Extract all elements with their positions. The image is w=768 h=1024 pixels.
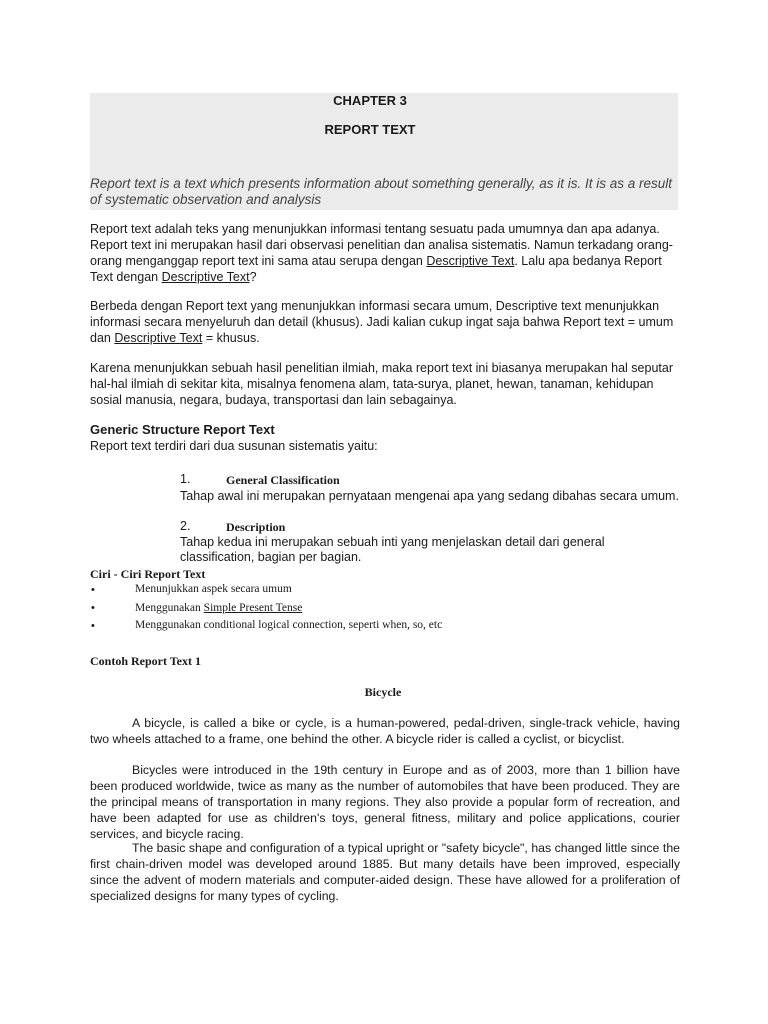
example-paragraph-1: A bicycle, is called a bike or cycle, is a human-powered, pedal-driven, single-track vehicle, having two wheels attached to a frame, one behind the other. A bicycle rider is called a cyclist, or bicyclist. (90, 716, 680, 746)
paragraph-1-text-b: . Lalu apa bedanya Report Text dengan (90, 254, 662, 284)
bullet-icon: • (91, 620, 95, 632)
list-title-general-classification: General Classification (226, 473, 340, 487)
ciri-item-2-text: Menggunakan (135, 602, 204, 614)
paragraph-1-text-c: ? (249, 270, 257, 284)
structure-heading: Generic Structure Report Text (90, 422, 275, 437)
ciri-item-2 (135, 602, 302, 614)
chapter-title: REPORT TEXT (324, 122, 416, 137)
list-number-1: 1. (180, 472, 191, 486)
paragraph-1 (90, 221, 680, 285)
ciri-heading: Ciri - Ciri Report Text (90, 567, 206, 581)
list-body-2: Tahap kedua ini merupakan sebuah inti yang menjelaskan detail dari general classification, bagian per bagian. (180, 535, 605, 564)
ciri-item-3: Menggunakan conditional logical connection, seperti when, so, etc (135, 619, 443, 631)
paragraph-1-text-a: Report text adalah teks yang menunjukkan informasi tentang sesuatu pada umumnya dan apa adanya. Report text ini merupakan hasil dari observasi penelitian dan analisa sistematis. Namun terkadang orang-orang menganggap report text ini sama atau serupa dengan (90, 222, 673, 268)
simple-present-tense-link[interactable]: Simple Present Tense (203, 602, 303, 614)
paragraph-2-text-b: = khusus. (202, 331, 260, 345)
list-title-description: Description (226, 520, 286, 534)
intro-definition: Report text is a text which presents information about something generally, as it is. It is as a result of systematic observation and analysis (90, 176, 673, 207)
descriptive-text-link-3[interactable]: Descriptive Text (114, 331, 203, 345)
paragraph-3: Karena menunjukkan sebuah hasil penelitian ilmiah, maka report text ini biasanya merupakan hal seputar hal-hal ilmiah di sekitar kita, misalnya fenomena alam, tata-surya, planet, hewan, tanaman, kehidupan sosial manusia, negara, budaya, transportasi dan lain sebagainya. (90, 361, 673, 407)
chapter-label: CHAPTER 3 (333, 93, 407, 108)
ciri-item-1: Menunjukkan aspek secara umum (135, 583, 292, 595)
descriptive-text-link-1[interactable]: Descriptive Text (426, 254, 515, 268)
descriptive-text-link-2[interactable]: Descriptive Text (161, 270, 250, 284)
bullet-icon: • (91, 584, 95, 596)
paragraph-2 (90, 298, 680, 346)
bullet-icon: • (91, 602, 95, 614)
example-paragraph-2: Bicycles were introduced in the 19th century in Europe and as of 2003, more than 1 billion have been produced worldwide, twice as many as the number of automobiles that have been produced. They are the principal means of transportation in many regions. They also provide a popular form of recreation, and have been adapted for use as children's toys, general fitness, military and police applications, courier services, and bicycle racing. (90, 763, 680, 841)
paragraph-2-text-a: Berbeda dengan Report text yang menunjukkan informasi secara umum, Descriptive text menunjukkan informasi secara menyeluruh dan detail (khusus). Jadi kalian cukup ingat saja bahwa Report text = umum dan (90, 299, 674, 345)
structure-intro: Report text terdiri dari dua susunan sistematis yaitu: (90, 439, 378, 453)
example-heading: Contoh Report Text 1 (90, 654, 202, 668)
example-title: Bicycle (364, 685, 402, 699)
list-number-2: 2. (180, 519, 191, 533)
example-paragraph-3: The basic shape and configuration of a typical upright or "safety bicycle", has changed little since the first chain-driven model was developed around 1885. But many details have been improved, especially since the advent of modern materials and computer-aided design. These have allowed for a proliferation of specialized designs for many types of cycling. (90, 841, 680, 903)
list-body-1: Tahap awal ini merupakan pernyataan mengenai apa yang sedang dibahas secara umum. (180, 489, 679, 503)
